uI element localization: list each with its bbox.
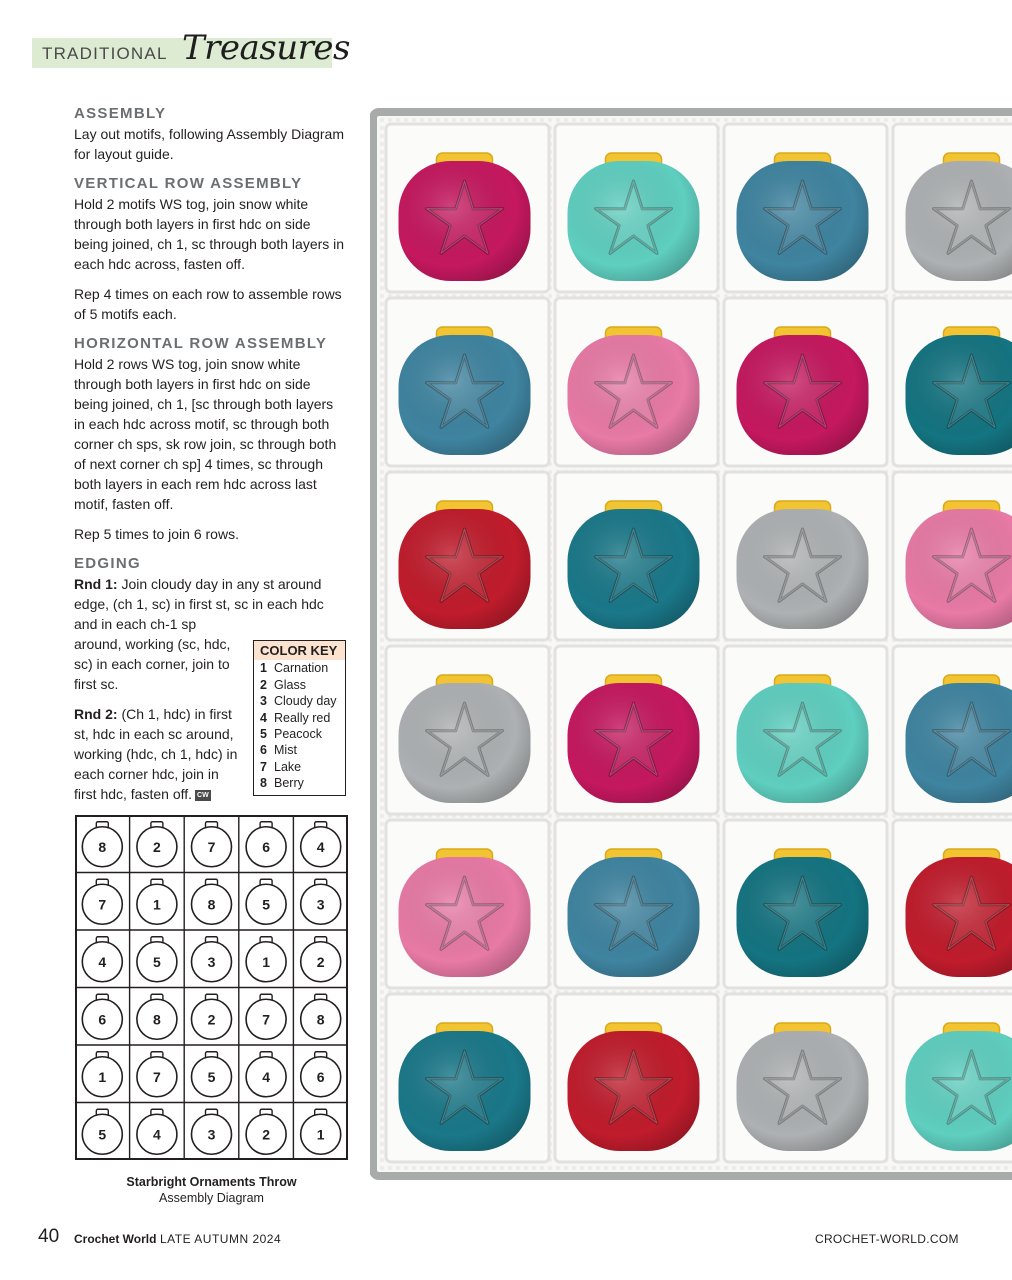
motif-square [555,298,718,466]
motif-square [386,820,549,988]
throw-blanket-photo [370,108,1012,1183]
motif-square [724,994,887,1162]
color-key-num: 3 [260,694,267,709]
edging-rnd2 [74,704,240,804]
color-key-num: 6 [260,743,267,758]
diagram-cell-number: 6 [98,1011,107,1028]
section-kicker: TRADITIONAL [42,44,168,63]
color-key-num: 7 [260,759,267,774]
color-key-name: Glass [274,677,306,692]
motif-square [724,646,887,814]
diagram-cell-number: 6 [262,838,270,855]
color-key-item [254,726,345,742]
diagram-cell-number: 6 [316,1068,325,1085]
diagram-cell-number: 5 [98,1126,107,1143]
motif-square [724,820,887,988]
diagram-cell-number: 5 [153,953,161,970]
color-key-num: 4 [260,710,267,725]
diagram-cell-number: 7 [262,1011,270,1028]
color-key-name: Berry [274,776,304,791]
assembly-text: Lay out motifs, following Assembly Diagram for layout guide. [74,126,344,162]
diagram-cell-number: 3 [207,953,216,970]
color-key-name: Lake [274,759,302,774]
color-key-item [254,775,345,791]
motif-square [386,994,549,1162]
motif-square [386,646,549,814]
website-url: CROCHET-WORLD.COM [815,1232,959,1246]
diagram-cell-number: 4 [153,1126,161,1143]
diagram-cell-number: 1 [262,953,270,970]
section-script-title: Treasures [182,28,350,68]
edging-rnd1-a [74,574,346,614]
diagram-cell-number: 4 [316,838,325,855]
diagram-cell-number: 3 [316,896,325,913]
diagram-cell-number: 1 [98,1068,107,1085]
motif-square [724,472,887,640]
motif-square [555,124,718,292]
motif-square [386,124,549,292]
horizontal-text-1: Hold 2 rows WS tog, join snow white through both layers in first hdc on side being joined, ch 1, [sc through both layers in each hdc across motif, sc through both corner ch sps, sk row join, sc through both of next corner ch sp] 4 times, sc through both layers in each rem hdc across last motif, fasten off. [74,356,337,512]
diagram-cell-number: 5 [207,1068,216,1085]
color-key-item [254,693,345,709]
diagram-caption-title: Starbright Ornaments Throw [126,1175,297,1189]
motif-square [893,298,1012,466]
color-key-num: 2 [260,677,267,692]
motif-square [555,820,718,988]
color-key-item [254,710,345,726]
color-key-name: Carnation [274,661,329,676]
cw-end-mark: CW [197,792,209,799]
color-key-item [254,759,345,775]
diagram-cell-number: 8 [316,1011,325,1028]
diagram-cell-number: 4 [98,953,107,970]
diagram-caption-subtitle: Assembly Diagram [159,1191,264,1205]
horizontal-text-2: Rep 5 times to join 6 rows. [74,526,239,542]
color-key-name: Mist [274,743,297,758]
vertical-heading: VERTICAL ROW ASSEMBLY [74,175,303,192]
color-key-num: 5 [260,727,267,742]
motif-square [893,124,1012,292]
edging-rnd1-b: and in each ch-1 sp around, working (sc, hdc, sc) in each corner, join to first sc. [74,616,231,692]
motif-square [555,646,718,814]
diagram-cell-number: 1 [153,896,161,913]
diagram-cell-number: 5 [262,896,270,913]
diagram-cell-number: 8 [153,1011,161,1028]
vertical-text-1: Hold 2 motifs WS tog, join snow white through both layers in first hdc on side being joined, ch 1, sc through both layers in each hdc across, fasten off. [74,196,345,272]
color-key-name: Really red [274,710,331,725]
color-key-item [254,660,345,676]
motif-square [724,298,887,466]
vertical-text-2: Rep 4 times on each row to assemble rows of 5 motifs each. [74,286,342,322]
horizontal-heading: HORIZONTAL ROW ASSEMBLY [74,335,328,352]
color-key-name: Peacock [274,727,322,742]
rnd1-text-a: Join cloudy day in any st around edge, (ch 1, sc) in first st, sc in each hdc [74,576,324,612]
issue-label: LATE AUTUMN 2024 [160,1232,282,1246]
diagram-cell-number: 8 [207,896,216,913]
diagram-cell-number: 1 [316,1126,325,1143]
diagram-cell-number: 7 [153,1068,161,1085]
rnd1-label: Rnd 1: [74,576,118,592]
page-number: 40 [38,1226,60,1247]
assembly-diagram [75,815,348,1160]
diagram-cell-number: 4 [262,1068,270,1085]
color-key-item [254,677,345,693]
motif-square [555,472,718,640]
color-key-num: 8 [260,776,267,791]
edging-heading: EDGING [74,555,141,572]
diagram-cell-number: 7 [98,896,107,913]
diagram-cell-number: 2 [153,838,161,855]
diagram-cell-number: 7 [207,838,216,855]
assembly-heading: ASSEMBLY [74,105,167,122]
diagram-cell-number: 8 [98,838,107,855]
color-key-box [253,640,346,796]
motif-square [893,646,1012,814]
color-key-item [254,742,345,758]
diagram-cell-number: 3 [207,1126,216,1143]
magazine-name: Crochet World [74,1232,157,1246]
color-key-name: Cloudy day [274,694,337,709]
motif-square [386,298,549,466]
color-key-num: 1 [260,661,267,676]
motif-square [893,994,1012,1162]
motif-square [893,472,1012,640]
color-key-title: COLOR KEY [254,641,345,660]
motif-square [555,994,718,1162]
rnd2-text: (Ch 1, hdc) in first st, hdc in each sc around, working (hdc, ch 1, hdc) in each corner hdc, join in first hdc, fasten off. [74,706,238,802]
diagram-cell-number: 2 [316,953,325,970]
rnd2-label: Rnd 2: [74,706,118,722]
motif-square [893,820,1012,988]
diagram-cell-number: 2 [207,1011,216,1028]
diagram-cell-number: 2 [262,1126,270,1143]
motif-square [386,472,549,640]
motif-square [724,124,887,292]
